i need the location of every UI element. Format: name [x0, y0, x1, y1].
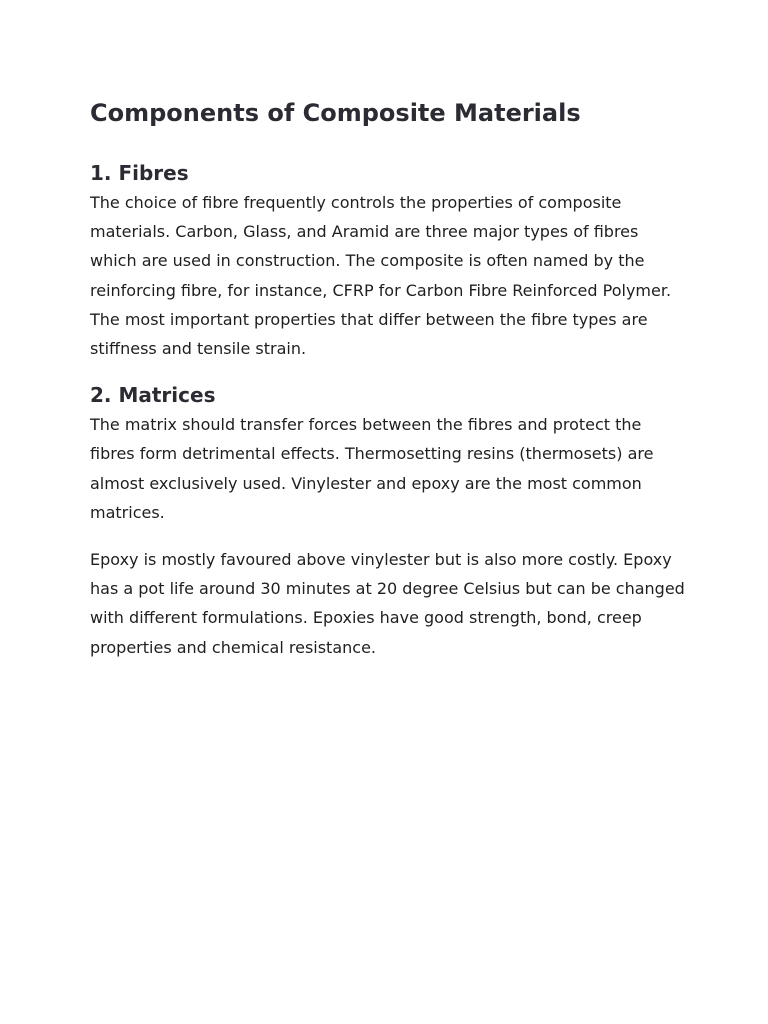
matrices-paragraph-2: Epoxy is mostly favoured above vinylester but is also more costly. Epoxy has a pot life around 30 minutes at 20 degree Celsius but can be changed with different formulations. Epoxies have good strength, bond, creep properties and chemical resistance. [90, 550, 685, 657]
fibres-paragraph: The choice of fibre frequently controls the properties of composite materials. Carbon, Glass, and Aramid are three major types of fibres which are used in construction. The composite is often named by the reinforcing fibre, for instance, CFRP for Carbon Fibre Reinforced Polymer. The most important properties that differ between the fibre types are stiffness and tensile strain. [90, 193, 672, 359]
matrices-paragraph-1: The matrix should transfer forces between the fibres and protect the fibres form detrimental effects. Thermosetting resins (thermosets) are almost exclusively used. Vinylester and epoxy are the most common matrices. [90, 415, 654, 522]
section-heading-matrices: 2. Matrices [90, 383, 216, 408]
section-heading-fibres: 1. Fibres [90, 161, 189, 185]
document-title: Components of Composite Materials [90, 99, 581, 127]
document-page [90, 96, 686, 662]
